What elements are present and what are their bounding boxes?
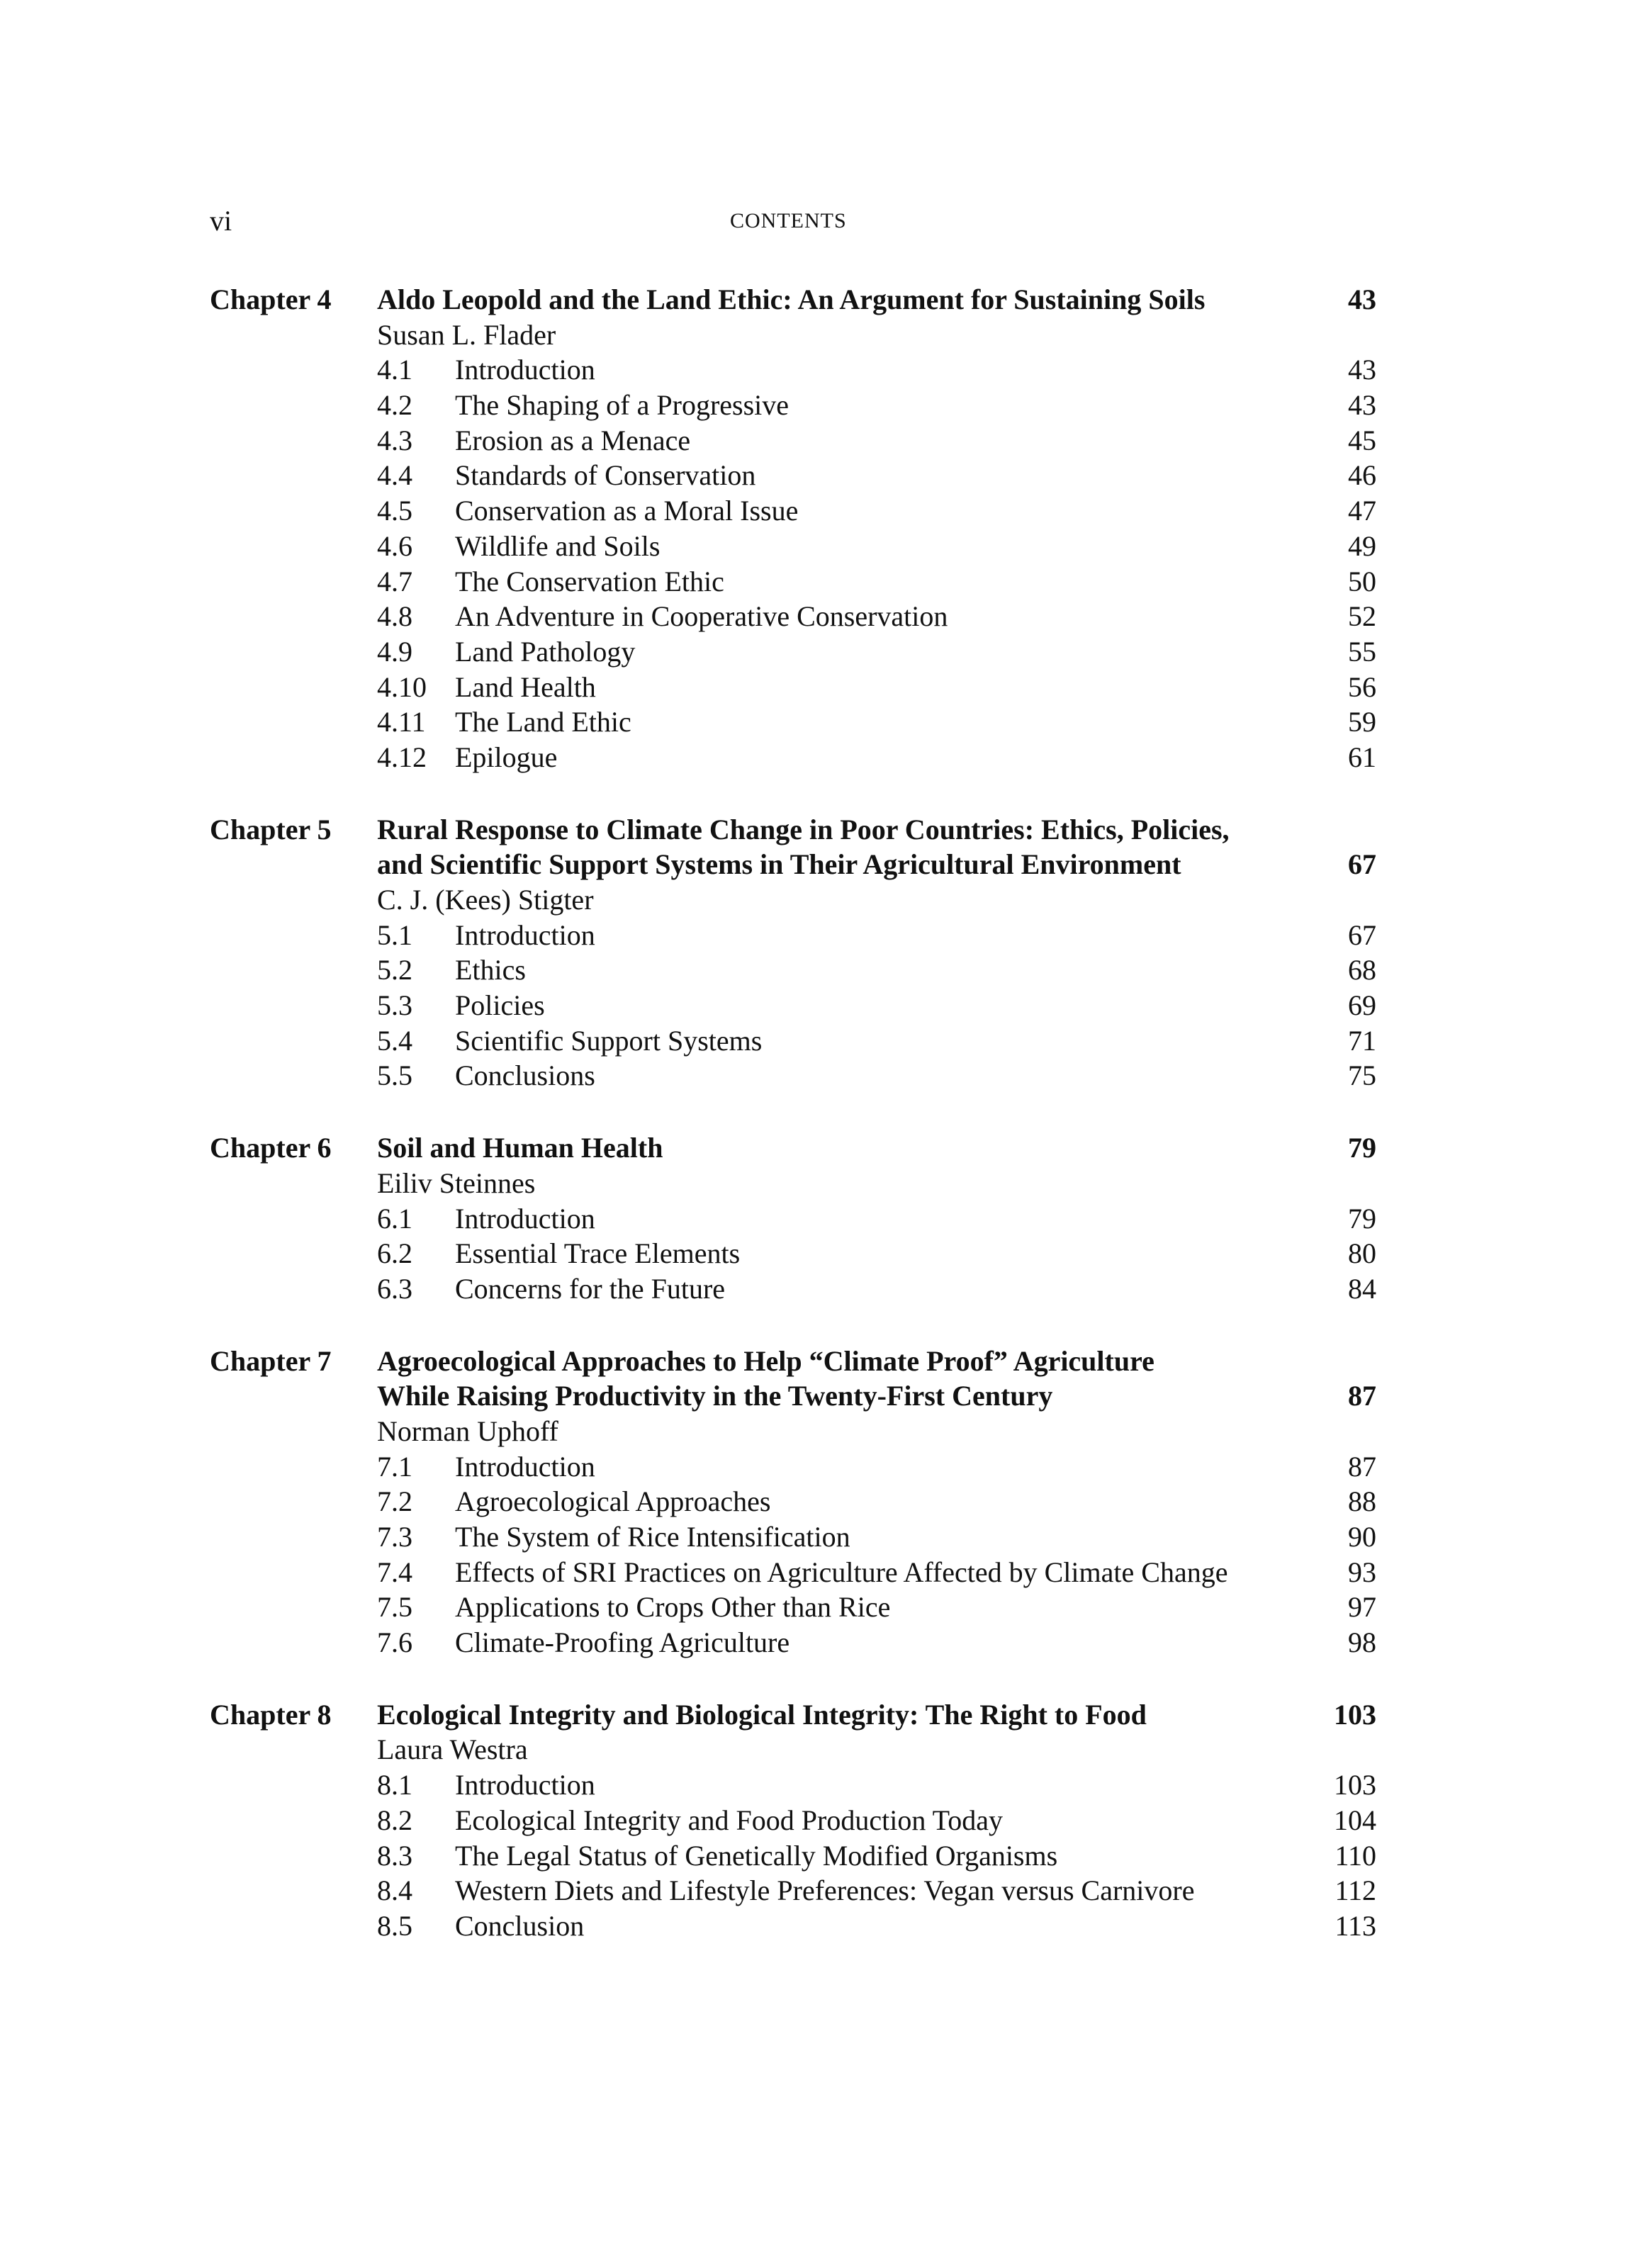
section-page-number: 43 bbox=[1348, 354, 1376, 386]
section-title: An Adventure in Cooperative Conservation bbox=[455, 600, 948, 633]
section-page-number: 104 bbox=[1334, 1804, 1376, 1836]
section-entry bbox=[210, 1201, 1376, 1237]
chapter-title-line bbox=[210, 1378, 1376, 1414]
section-number: 7.5 bbox=[377, 1591, 412, 1624]
chapter-title-line bbox=[210, 1344, 1376, 1379]
chapter-author-line bbox=[210, 1414, 1376, 1449]
section-number: 4.2 bbox=[377, 389, 412, 422]
section-entry bbox=[210, 1767, 1376, 1803]
chapter-author-line bbox=[210, 317, 1376, 353]
chapter-title: Rural Response to Climate Change in Poor Countries: Ethics, Policies, bbox=[377, 813, 1230, 845]
chapter-label: Chapter 6 bbox=[210, 1132, 332, 1164]
section-number: 4.8 bbox=[377, 600, 412, 633]
section-title: The Land Ethic bbox=[455, 706, 631, 738]
section-entry bbox=[210, 529, 1376, 564]
section-number: 7.3 bbox=[377, 1521, 412, 1553]
section-title: Land Pathology bbox=[455, 635, 636, 668]
section-title: Ecological Integrity and Food Production Today bbox=[455, 1804, 1003, 1836]
section-page-number: 49 bbox=[1348, 529, 1376, 562]
section-entry bbox=[210, 493, 1376, 529]
section-title: Land Health bbox=[455, 670, 596, 703]
section-page-number: 80 bbox=[1348, 1237, 1376, 1270]
chapter-label: Chapter 7 bbox=[210, 1344, 332, 1377]
section-page-number: 87 bbox=[1348, 1450, 1376, 1483]
chapter-title: Ecological Integrity and Biological Integrity: The Right to Food bbox=[377, 1698, 1147, 1731]
section-entry bbox=[210, 1519, 1376, 1555]
section-page-number: 68 bbox=[1348, 954, 1376, 986]
section-number: 6.3 bbox=[377, 1272, 412, 1305]
section-entry bbox=[210, 388, 1376, 423]
section-number: 8.5 bbox=[377, 1909, 412, 1942]
section-page-number: 71 bbox=[1348, 1024, 1376, 1057]
chapter-title-line bbox=[210, 1130, 1376, 1166]
section-title: The Legal Status of Genetically Modified Organisms bbox=[455, 1839, 1058, 1872]
section-entry bbox=[210, 1236, 1376, 1271]
chapter-entry bbox=[210, 1697, 1376, 1944]
section-page-number: 75 bbox=[1348, 1059, 1376, 1092]
chapter-title: Soil and Human Health bbox=[377, 1132, 663, 1164]
section-entry bbox=[210, 1908, 1376, 1944]
section-number: 5.2 bbox=[377, 954, 412, 986]
section-page-number: 52 bbox=[1348, 600, 1376, 633]
section-entry bbox=[210, 1023, 1376, 1059]
section-entry bbox=[210, 1625, 1376, 1660]
section-number: 4.3 bbox=[377, 424, 412, 456]
page-folio: vi bbox=[210, 205, 232, 237]
section-page-number: 61 bbox=[1348, 741, 1376, 773]
section-entry bbox=[210, 423, 1376, 459]
section-entry bbox=[210, 1873, 1376, 1908]
chapter-author: Susan L. Flader bbox=[377, 318, 556, 351]
chapter-page-number: 79 bbox=[1348, 1132, 1376, 1164]
section-number: 5.3 bbox=[377, 989, 412, 1022]
table-of-contents bbox=[210, 282, 1376, 1981]
section-page-number: 88 bbox=[1348, 1485, 1376, 1518]
section-entry bbox=[210, 918, 1376, 953]
section-title: Standards of Conservation bbox=[455, 459, 756, 492]
chapter-author: Norman Uphoff bbox=[377, 1415, 558, 1447]
section-page-number: 84 bbox=[1348, 1272, 1376, 1305]
section-title: Concerns for the Future bbox=[455, 1272, 726, 1305]
chapter-entry bbox=[210, 1130, 1376, 1306]
section-number: 7.2 bbox=[377, 1485, 412, 1518]
section-title: Introduction bbox=[455, 1769, 595, 1801]
section-title: Ethics bbox=[455, 954, 526, 986]
section-page-number: 79 bbox=[1348, 1202, 1376, 1235]
chapter-page-number: 87 bbox=[1348, 1380, 1376, 1412]
section-number: 5.4 bbox=[377, 1024, 412, 1057]
section-page-number: 50 bbox=[1348, 565, 1376, 597]
section-entry bbox=[210, 634, 1376, 670]
chapter-page-number: 67 bbox=[1348, 848, 1376, 881]
section-number: 7.1 bbox=[377, 1450, 412, 1483]
section-page-number: 97 bbox=[1348, 1591, 1376, 1624]
chapter-title: Aldo Leopold and the Land Ethic: An Argument for Sustaining Soils bbox=[377, 283, 1206, 315]
section-number: 8.3 bbox=[377, 1839, 412, 1872]
section-title: Policies bbox=[455, 989, 545, 1022]
section-page-number: 110 bbox=[1334, 1839, 1376, 1872]
section-title: Epilogue bbox=[455, 741, 558, 773]
chapter-entry bbox=[210, 1344, 1376, 1660]
chapter-author-line bbox=[210, 882, 1376, 918]
section-number: 5.1 bbox=[377, 918, 412, 951]
section-number: 8.1 bbox=[377, 1769, 412, 1801]
section-page-number: 113 bbox=[1334, 1909, 1376, 1942]
chapter-author: Laura Westra bbox=[377, 1733, 528, 1766]
chapter-author-line bbox=[210, 1732, 1376, 1767]
section-page-number: 46 bbox=[1348, 459, 1376, 492]
section-entry bbox=[210, 1484, 1376, 1519]
section-number: 4.1 bbox=[377, 354, 412, 386]
section-entry bbox=[210, 1449, 1376, 1485]
section-title: Effects of SRI Practices on Agriculture Affected by Climate Change bbox=[455, 1556, 1228, 1588]
section-title: Conservation as a Moral Issue bbox=[455, 495, 799, 527]
section-title: Introduction bbox=[455, 1202, 595, 1235]
section-number: 5.5 bbox=[377, 1059, 412, 1092]
section-title: Western Diets and Lifestyle Preferences: Vegan versus Carnivore bbox=[455, 1874, 1195, 1907]
section-title: Introduction bbox=[455, 918, 595, 951]
section-page-number: 45 bbox=[1348, 424, 1376, 456]
chapter-entry bbox=[210, 282, 1376, 775]
chapter-label: Chapter 4 bbox=[210, 283, 332, 315]
section-entry bbox=[210, 1590, 1376, 1625]
section-entry bbox=[210, 704, 1376, 740]
section-entry bbox=[210, 670, 1376, 705]
section-title: Essential Trace Elements bbox=[455, 1237, 741, 1270]
section-title: Erosion as a Menace bbox=[455, 424, 691, 456]
section-entry bbox=[210, 1838, 1376, 1874]
running-head: CONTENTS bbox=[730, 209, 847, 232]
section-title: The System of Rice Intensification bbox=[455, 1521, 850, 1553]
chapter-title-line bbox=[210, 1697, 1376, 1733]
section-page-number: 55 bbox=[1348, 635, 1376, 668]
chapter-author-line bbox=[210, 1166, 1376, 1201]
section-number: 4.12 bbox=[377, 741, 427, 773]
section-title: The Conservation Ethic bbox=[455, 565, 724, 597]
section-entry bbox=[210, 1803, 1376, 1838]
section-number: 6.1 bbox=[377, 1202, 412, 1235]
chapter-page-number: 103 bbox=[1334, 1698, 1376, 1731]
section-title: The Shaping of a Progressive bbox=[455, 389, 790, 422]
section-number: 6.2 bbox=[377, 1237, 412, 1270]
section-page-number: 93 bbox=[1348, 1556, 1376, 1588]
section-number: 4.9 bbox=[377, 635, 412, 668]
section-page-number: 59 bbox=[1348, 706, 1376, 738]
section-number: 4.4 bbox=[377, 459, 412, 492]
chapter-author: C. J. (Kees) Stigter bbox=[377, 884, 594, 916]
chapter-author: Eiliv Steinnes bbox=[377, 1166, 536, 1199]
section-title: Conclusion bbox=[455, 1909, 585, 1942]
section-entry bbox=[210, 564, 1376, 600]
chapter-page-number: 43 bbox=[1348, 283, 1376, 315]
section-entry bbox=[210, 599, 1376, 634]
section-entry bbox=[210, 1555, 1376, 1590]
page-header bbox=[0, 200, 1652, 242]
section-number: 4.11 bbox=[377, 706, 426, 738]
section-entry bbox=[210, 1271, 1376, 1307]
section-number: 4.6 bbox=[377, 529, 412, 562]
section-entry bbox=[210, 952, 1376, 988]
chapter-title: and Scientific Support Systems in Their Agricultural Environment bbox=[377, 848, 1181, 881]
section-number: 4.7 bbox=[377, 565, 412, 597]
chapter-entry bbox=[210, 812, 1376, 1094]
section-page-number: 112 bbox=[1334, 1874, 1376, 1907]
section-entry bbox=[210, 458, 1376, 493]
chapter-label: Chapter 5 bbox=[210, 813, 332, 845]
section-page-number: 47 bbox=[1348, 495, 1376, 527]
chapter-title: Agroecological Approaches to Help “Climate Proof” Agriculture bbox=[377, 1344, 1154, 1377]
section-page-number: 43 bbox=[1348, 389, 1376, 422]
section-number: 7.6 bbox=[377, 1626, 412, 1659]
section-title: Climate-Proofing Agriculture bbox=[455, 1626, 790, 1659]
section-number: 4.5 bbox=[377, 495, 412, 527]
section-title: Applications to Crops Other than Rice bbox=[455, 1591, 891, 1624]
section-page-number: 69 bbox=[1348, 989, 1376, 1022]
section-title: Conclusions bbox=[455, 1059, 595, 1092]
section-title: Introduction bbox=[455, 354, 595, 386]
section-page-number: 90 bbox=[1348, 1521, 1376, 1553]
section-page-number: 67 bbox=[1348, 918, 1376, 951]
section-entry bbox=[210, 740, 1376, 775]
section-entry bbox=[210, 352, 1376, 388]
section-number: 8.4 bbox=[377, 1874, 412, 1907]
section-number: 4.10 bbox=[377, 670, 427, 703]
section-title: Scientific Support Systems bbox=[455, 1024, 763, 1057]
section-number: 7.4 bbox=[377, 1556, 412, 1588]
chapter-title-line bbox=[210, 812, 1376, 848]
chapter-label: Chapter 8 bbox=[210, 1698, 332, 1731]
section-title: Agroecological Approaches bbox=[455, 1485, 771, 1518]
section-page-number: 56 bbox=[1348, 670, 1376, 703]
chapter-title-line bbox=[210, 282, 1376, 317]
section-page-number: 103 bbox=[1334, 1769, 1376, 1801]
section-number: 8.2 bbox=[377, 1804, 412, 1836]
section-page-number: 98 bbox=[1348, 1626, 1376, 1659]
chapter-title-line bbox=[210, 847, 1376, 882]
section-entry bbox=[210, 988, 1376, 1023]
section-title: Wildlife and Soils bbox=[455, 529, 661, 562]
section-title: Introduction bbox=[455, 1450, 595, 1483]
section-entry bbox=[210, 1058, 1376, 1093]
chapter-title: While Raising Productivity in the Twenty-First Century bbox=[377, 1380, 1053, 1412]
